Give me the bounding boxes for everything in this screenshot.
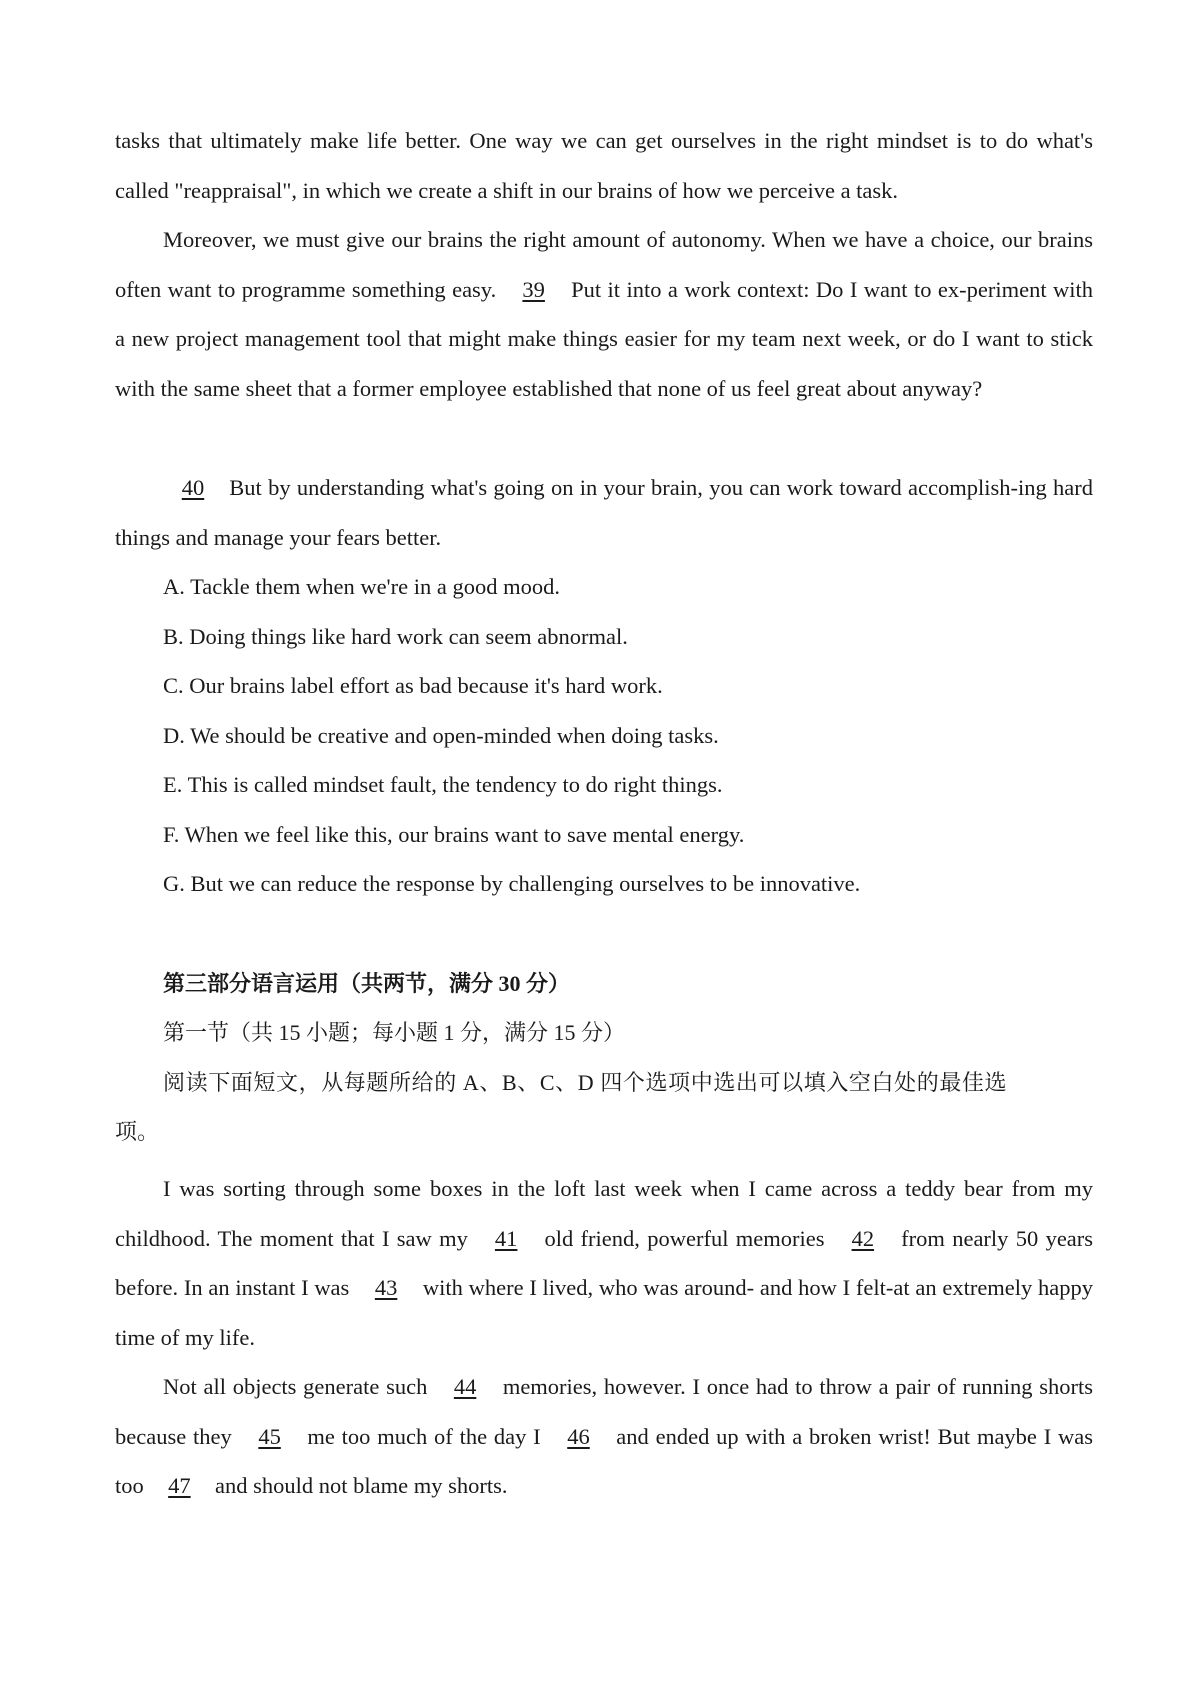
option-d: D. We should be creative and open-minded when doing tasks. bbox=[163, 723, 719, 748]
section-title: 第三部分语言运用（共两节，满分 30 分） bbox=[163, 971, 571, 996]
cloze-paragraph-2 bbox=[115, 1362, 1093, 1511]
passage-paragraph-1 bbox=[115, 116, 1093, 215]
option-f: F. When we feel like this, our brains want to save mental energy. bbox=[163, 822, 745, 847]
paragraph-text: Put it into a work context: Do I want to ex-periment with a new project management tool that might make things easier for my team next week, or do I want to stick with the same sheet that a former employee established that none of us feel great about anyway? bbox=[115, 276, 1094, 401]
paragraph-text: But by understanding what's going on in your brain, you can work toward accomplish-ing hard things and manage your fears better. bbox=[115, 475, 1093, 550]
paragraph-text: Moreover, we must give our brains the right amount of autonomy. When we have a choice, our brains often want to programme something easy. bbox=[115, 227, 1093, 302]
blank-40[interactable]: 40 bbox=[181, 475, 205, 500]
blank-43[interactable]: 43 bbox=[374, 1275, 398, 1300]
paragraph-text: Not all objects generate such bbox=[163, 1374, 428, 1399]
paragraph-text: from nearly 50 years before. In an instant I was bbox=[115, 1225, 1094, 1300]
option-a: A. Tackle them when we're in a good mood. bbox=[163, 574, 560, 599]
option-b: B. Doing things like hard work can seem abnormal. bbox=[163, 624, 628, 649]
option-c: C. Our brains label effort as bad because it's hard work. bbox=[163, 673, 663, 698]
section-subtitle: 第一节（共 15 小题；每小题 1 分，满分 15 分） bbox=[163, 1020, 626, 1045]
paragraph-text: old friend, powerful memories bbox=[544, 1225, 825, 1251]
blank-44[interactable]: 44 bbox=[453, 1374, 477, 1399]
paragraph-text: and ended up with a broken wrist! But maybe I was too bbox=[115, 1423, 1094, 1498]
passage-paragraph-3 bbox=[115, 463, 1093, 562]
blank-39[interactable]: 39 bbox=[522, 276, 545, 302]
blank-42[interactable]: 42 bbox=[851, 1225, 875, 1251]
blank-47[interactable]: 47 bbox=[168, 1473, 191, 1498]
section-instruction-cont: 项。 bbox=[115, 1119, 160, 1144]
paragraph-text: me too much of the day I bbox=[307, 1423, 541, 1449]
paragraph-text: I was sorting through some boxes in the loft last week when I came across a teddy bear from my childhood. The moment that I saw my bbox=[115, 1176, 1093, 1251]
passage-paragraph-2 bbox=[115, 215, 1093, 413]
blank-41[interactable]: 41 bbox=[494, 1225, 518, 1251]
section-instruction: 阅读下面短文，从每题所给的 A、B、C、D 四个选项中选出可以填入空白处的最佳选 bbox=[163, 1070, 1008, 1095]
blank-45[interactable]: 45 bbox=[258, 1423, 281, 1449]
paragraph-text: with where I lived, who was around- and how I felt-at an extremely happy time of my life. bbox=[115, 1275, 1094, 1350]
blank-46[interactable]: 46 bbox=[567, 1423, 590, 1449]
paragraph-text: memories, however. I once had to throw a pair of running shorts because they bbox=[115, 1374, 1093, 1449]
cloze-paragraph-1 bbox=[115, 1164, 1093, 1362]
option-e: E. This is called mindset fault, the tendency to do right things. bbox=[163, 772, 723, 797]
paragraph-text: and should not blame my shorts. bbox=[215, 1473, 508, 1498]
option-g: G. But we can reduce the response by challenging ourselves to be innovative. bbox=[163, 871, 861, 896]
paragraph-text: tasks that ultimately make life better. One way we can get ourselves in the right mindset is to do what's called "reappraisal", in which we create a shift in our brains of how we perceive a task. bbox=[115, 128, 1093, 203]
